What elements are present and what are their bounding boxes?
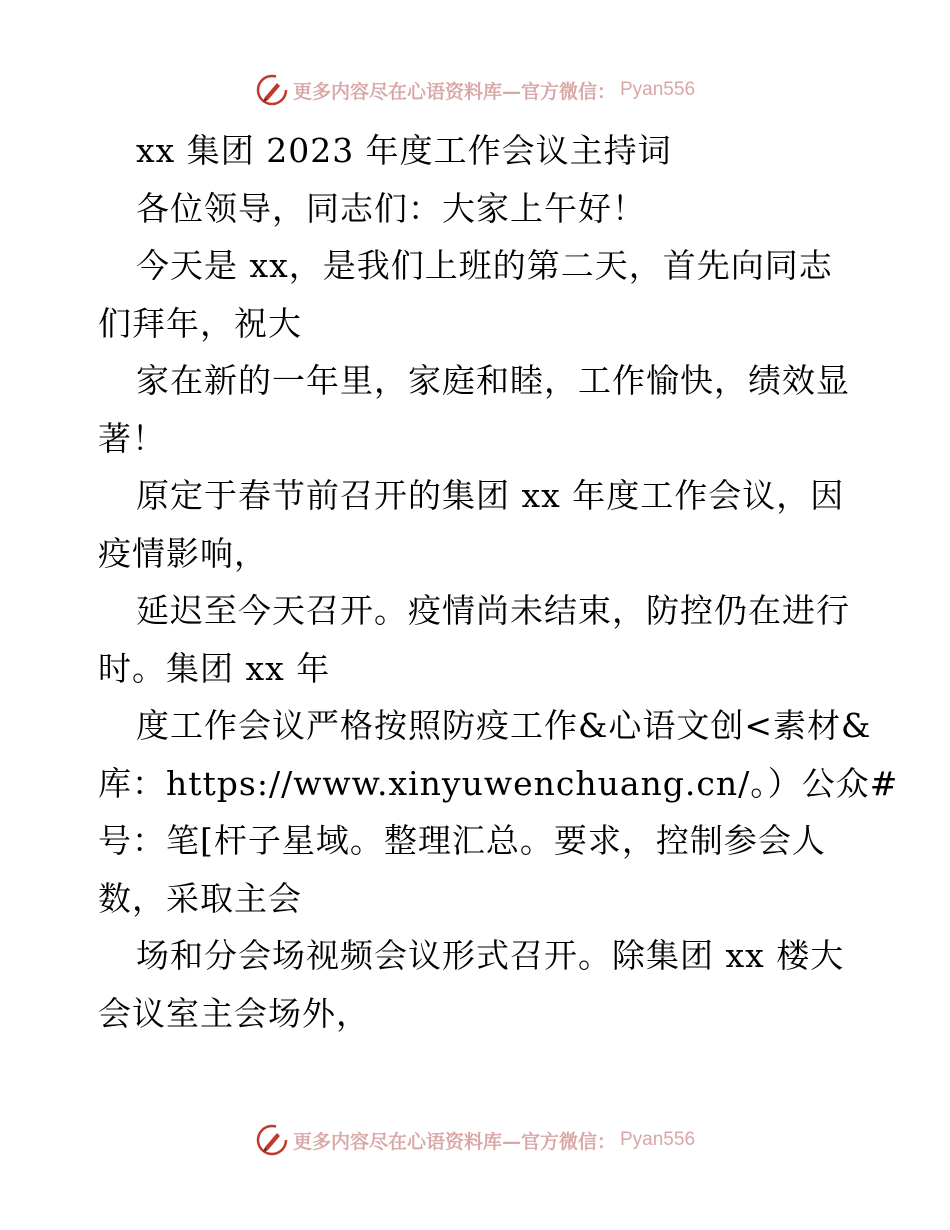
footer-banner [0,1120,950,1160]
document-title: xx 集团 2023 年度工作会议主持词 [136,131,672,170]
text-line: 们拜年，祝大 [98,303,302,343]
text-line: 场和分会场视频会议形式召开。除集团 xx 楼大 [136,936,845,975]
text-line: 时。集团 xx 年 [98,648,331,688]
text-line: 著！ [98,418,166,458]
pen-logo-icon [255,73,289,107]
text-line: 数，采取主会 [98,878,302,918]
text-line: 会议室主会场外， [98,993,370,1033]
text-line: 库：https://www.xinyuwenchuang.cn/。）公众# [98,763,899,803]
text-line: 各位领导，同志们：大家上午好！ [136,188,646,228]
text-line: 家在新的一年里，家庭和睦，工作愉快，绩效显 [136,361,850,400]
header-banner [0,70,950,110]
text-line: 今天是 xx，是我们上班的第二天，首先向同志 [136,246,833,285]
text-line: 疫情影响， [98,533,268,573]
banner-text: 更多内容尽在心语资料库—官方微信： [292,1130,616,1153]
banner-wechat-id: Pyan556 [620,1129,696,1150]
text-line: 度工作会议严格按照防疫工作&心语文创<素材& [136,706,872,745]
text-line: 号：笔[杆子星域。整理汇总。要求，控制参会人 [98,821,826,860]
text-line: 原定于春节前召开的集团 xx 年度工作会议，因 [136,476,845,515]
banner-text: 更多内容尽在心语资料库—官方微信： [292,80,616,103]
pen-logo-icon [255,1123,289,1157]
document-body [98,122,899,1042]
text-line: 延迟至今天召开。疫情尚未结束，防控仍在进行 [136,591,850,630]
banner-wechat-id: Pyan556 [620,79,696,100]
